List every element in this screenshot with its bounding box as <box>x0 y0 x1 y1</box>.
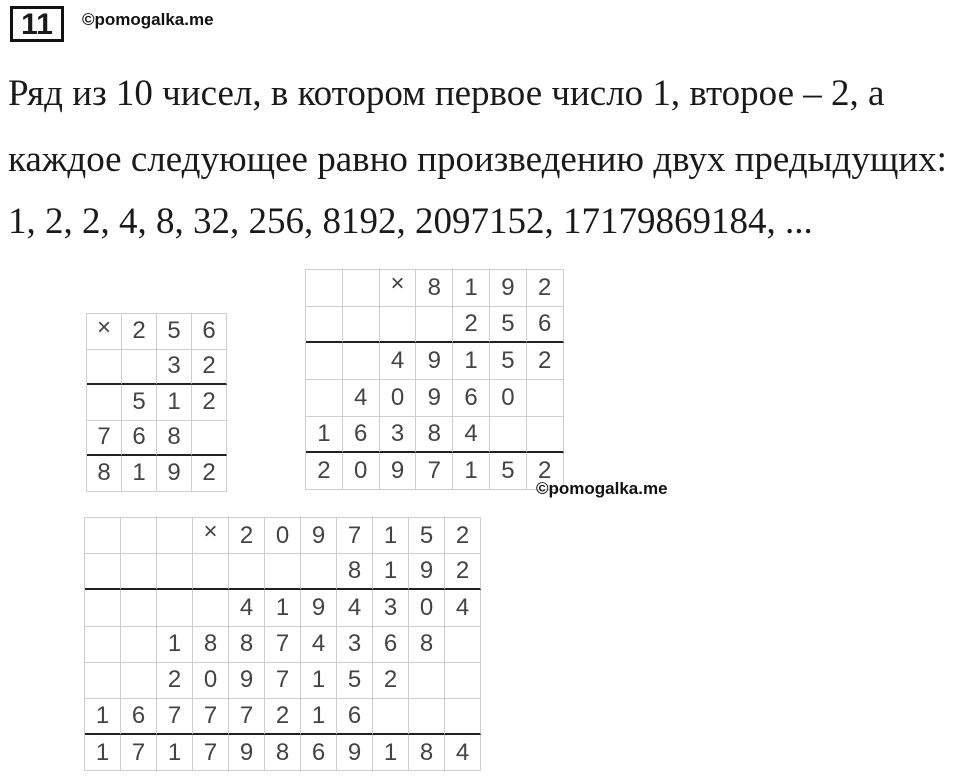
grid-cell: 7 <box>416 453 453 490</box>
grid-cell: 5 <box>409 518 445 554</box>
grid-cell: 2 <box>373 663 409 699</box>
grid-cell <box>229 554 265 590</box>
grid-cell: 2 <box>453 307 490 344</box>
grid-cell <box>121 627 157 663</box>
grid-cell: 1 <box>301 699 337 735</box>
grid-cell: 2 <box>192 350 227 386</box>
grid-cell: 2 <box>527 270 564 307</box>
grid-cell: 8 <box>157 421 192 457</box>
multiply-sign: × <box>87 314 122 350</box>
grid-cell <box>343 270 380 307</box>
grid-cell: 9 <box>380 453 417 490</box>
grid-cell <box>409 663 445 699</box>
grid-cell: 1 <box>157 385 192 421</box>
grid-cell: 6 <box>453 380 490 417</box>
grid-cell: 1 <box>301 663 337 699</box>
grid-cell: 4 <box>229 590 265 626</box>
grid-cell <box>306 343 343 380</box>
multiply-sign: × <box>193 518 229 554</box>
grid-cell <box>157 590 193 626</box>
task-number-badge: 11 <box>10 6 64 42</box>
grid-cell: 1 <box>157 735 193 771</box>
problem-text-line-1: Ряд из 10 чисел, в котором первое число 1, второе – 2, а <box>8 73 885 114</box>
grid-cell: 8 <box>337 554 373 590</box>
grid-cell: 9 <box>337 735 373 771</box>
grid-cell <box>85 518 121 554</box>
grid-cell: 7 <box>87 421 122 457</box>
grid-cell: 9 <box>301 518 337 554</box>
grid-cell: 7 <box>121 735 157 771</box>
grid-cell: 7 <box>337 518 373 554</box>
grid-cell: 8 <box>409 627 445 663</box>
grid-cell: 1 <box>453 270 490 307</box>
grid-cell: 1 <box>85 699 121 735</box>
grid-cell <box>85 554 121 590</box>
grid-cell <box>121 518 157 554</box>
grid-cell: 8 <box>265 735 301 771</box>
grid-cell: 1 <box>453 453 490 490</box>
grid-cell: 5 <box>490 307 527 344</box>
grid-cell: 0 <box>490 380 527 417</box>
grid-cell: 7 <box>193 735 229 771</box>
grid-cell: 9 <box>301 590 337 626</box>
grid-cell <box>306 380 343 417</box>
grid-cell: 5 <box>490 343 527 380</box>
watermark-top: ©pomogalka.me <box>82 10 214 29</box>
grid-cell: 3 <box>157 350 192 386</box>
grid-cell <box>193 554 229 590</box>
grid-cell: 2 <box>527 343 564 380</box>
grid-cell: 2 <box>122 314 157 350</box>
grid-cell: 8 <box>229 627 265 663</box>
grid-cell <box>85 627 121 663</box>
grid-cell: 0 <box>193 663 229 699</box>
grid-cell: 0 <box>265 518 301 554</box>
grid-cell: 2 <box>192 456 227 492</box>
grid-cell: 2 <box>306 453 343 490</box>
grid-cell: 7 <box>193 699 229 735</box>
sequence-line: 1, 2, 2, 4, 8, 32, 256, 8192, 2097152, 17179869184, ... <box>8 201 813 242</box>
grid-cell <box>122 350 157 386</box>
grid-cell <box>192 421 227 457</box>
grid-cell <box>85 590 121 626</box>
grid-cell: 2 <box>527 453 564 490</box>
grid-cell: 5 <box>337 663 373 699</box>
grid-cell: 0 <box>380 380 417 417</box>
grid-cell: 9 <box>416 380 453 417</box>
grid-cell: 2 <box>445 518 481 554</box>
grid-cell: 7 <box>229 699 265 735</box>
grid-cell <box>121 663 157 699</box>
grid-cell: 9 <box>157 456 192 492</box>
grid-cell: 1 <box>122 456 157 492</box>
grid-cell: 3 <box>373 590 409 626</box>
watermark-middle: ©pomogalka.me <box>536 479 668 498</box>
grid-cell: 6 <box>337 699 373 735</box>
grid-cell: 0 <box>409 590 445 626</box>
grid-cell: 6 <box>301 735 337 771</box>
grid-cell: 1 <box>265 590 301 626</box>
grid-cell <box>490 417 527 454</box>
grid-cell: 8 <box>87 456 122 492</box>
grid-cell: 5 <box>490 453 527 490</box>
grid-cell: 1 <box>85 735 121 771</box>
grid-cell <box>527 380 564 417</box>
grid-cell: 4 <box>301 627 337 663</box>
grid-cell: 2 <box>445 554 481 590</box>
grid-cell <box>157 554 193 590</box>
grid-cell: 1 <box>373 554 409 590</box>
grid-cell <box>306 307 343 344</box>
grid-cell: 6 <box>121 699 157 735</box>
grid-cell <box>85 663 121 699</box>
grid-cell <box>343 307 380 344</box>
grid-cell: 4 <box>343 380 380 417</box>
grid-cell <box>343 343 380 380</box>
grid-cell: 0 <box>343 453 380 490</box>
grid-cell: 2 <box>192 385 227 421</box>
grid-cell: 9 <box>409 554 445 590</box>
grid-cell: 1 <box>373 518 409 554</box>
grid-cell <box>121 554 157 590</box>
grid-cell <box>157 518 193 554</box>
grid-cell <box>121 590 157 626</box>
grid-cell <box>87 350 122 386</box>
grid-cell: 4 <box>453 417 490 454</box>
grid-cell: 8 <box>416 417 453 454</box>
grid-cell <box>301 554 337 590</box>
grid-cell: 5 <box>157 314 192 350</box>
grid-cell: 4 <box>337 590 373 626</box>
grid-cell: 1 <box>453 343 490 380</box>
grid-cell <box>416 307 453 344</box>
grid-cell: 3 <box>380 417 417 454</box>
grid-cell <box>265 554 301 590</box>
multiplication-grid-2097152x8192 <box>84 517 481 771</box>
grid-cell: 3 <box>337 627 373 663</box>
grid-cell: 9 <box>416 343 453 380</box>
grid-cell: 4 <box>445 590 481 626</box>
grid-cell: 8 <box>416 270 453 307</box>
grid-cell <box>445 663 481 699</box>
multiplication-grid-8192x256 <box>305 269 564 490</box>
grid-cell <box>380 307 417 344</box>
grid-cell: 1 <box>157 627 193 663</box>
grid-cell: 6 <box>373 627 409 663</box>
grid-cell: 4 <box>445 735 481 771</box>
problem-text-line-2: каждое следующее равно произведению двух предыдущих: <box>8 139 947 180</box>
multiplication-grid-256x32 <box>86 313 227 492</box>
grid-cell: 6 <box>122 421 157 457</box>
grid-cell: 6 <box>527 307 564 344</box>
grid-cell: 7 <box>265 663 301 699</box>
grid-cell: 1 <box>373 735 409 771</box>
grid-cell <box>87 385 122 421</box>
grid-cell: 4 <box>380 343 417 380</box>
grid-cell: 8 <box>193 627 229 663</box>
grid-cell: 2 <box>265 699 301 735</box>
grid-cell: 2 <box>229 518 265 554</box>
grid-cell: 1 <box>306 417 343 454</box>
grid-cell <box>306 270 343 307</box>
grid-cell <box>373 699 409 735</box>
grid-cell: 6 <box>343 417 380 454</box>
grid-cell <box>409 699 445 735</box>
grid-cell: 7 <box>265 627 301 663</box>
grid-cell: 9 <box>229 663 265 699</box>
grid-cell: 7 <box>157 699 193 735</box>
grid-cell: 9 <box>229 735 265 771</box>
grid-cell: 5 <box>122 385 157 421</box>
grid-cell: 8 <box>409 735 445 771</box>
grid-cell: 9 <box>490 270 527 307</box>
grid-cell <box>193 590 229 626</box>
grid-cell <box>445 627 481 663</box>
multiply-sign: × <box>380 270 417 307</box>
grid-cell: 6 <box>192 314 227 350</box>
grid-cell <box>527 417 564 454</box>
grid-cell: 2 <box>157 663 193 699</box>
grid-cell <box>445 699 481 735</box>
